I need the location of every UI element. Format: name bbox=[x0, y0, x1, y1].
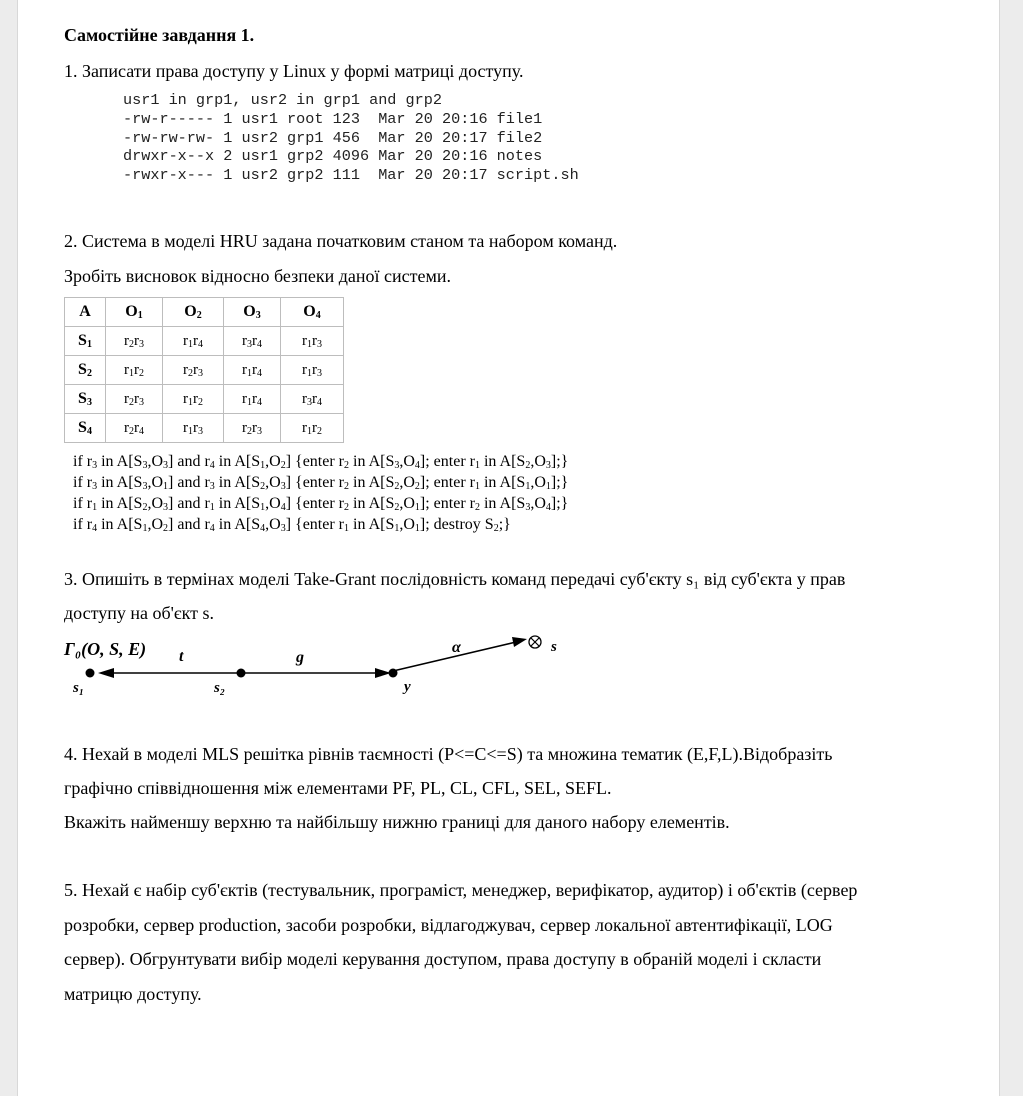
table-cell: $r_3r_4$ bbox=[281, 385, 344, 414]
edge-label-g: g bbox=[296, 649, 304, 666]
node-s-object-icon bbox=[529, 636, 541, 648]
table-col-header: $O_2$ bbox=[163, 298, 224, 327]
table-cell: $r_2r_3$ bbox=[106, 327, 163, 356]
table-cell: $r_2r_3$ bbox=[224, 414, 281, 443]
task-2-line-2: Зробіть висновок відносно безпеки даної системи. bbox=[64, 266, 451, 286]
arrowhead bbox=[512, 637, 527, 647]
graph-label: Γ₀(O, S, E) bbox=[64, 639, 147, 659]
task-4-line-2: графічно співвідношення між елементами PF, PL, CL, CFL, SEL, SEFL. bbox=[64, 778, 612, 798]
task-5-line-4: матрицю доступу. bbox=[64, 984, 202, 1004]
table-cell: $r_1r_2$ bbox=[281, 414, 344, 443]
node-label-s1: s₁ bbox=[73, 680, 85, 696]
node-label-s2: s₂ bbox=[214, 680, 226, 696]
table-col-header: $O_3$ bbox=[224, 298, 281, 327]
hru-command-line: if $r_4$ in $A[S_1,O_2]$ and $r_4$ in $A[S_4,O_3]$ {enter $r_1$ in $A[S_1,O_1]$; destroy $S_2$;} bbox=[73, 516, 511, 534]
hru-command-line: if $r_3$ in $A[S_3,O_3]$ and $r_4$ in $A[S_1,O_2]$ {enter $r_2$ in $A[S_3,O_4]$; enter $r_1$ in $A[S_2,O_3]$;} bbox=[73, 453, 569, 471]
table-cell: $r_1r_3$ bbox=[281, 356, 344, 385]
table-col-header: $O_1$ bbox=[106, 298, 163, 327]
task-3-line-1: 3. Опишіть в термінах моделі Take-Grant послідовність команд передачі суб'єкту s₁ від суб'єкта у прав bbox=[64, 569, 846, 589]
table-cell: $r_2r_3$ bbox=[106, 385, 163, 414]
table-row-header: $S_1$ bbox=[65, 327, 106, 356]
task-2-line-1: 2. Система в моделі HRU задана початковим станом та набором команд. bbox=[64, 231, 618, 251]
edge-label-alpha: α bbox=[452, 639, 461, 656]
node-y bbox=[389, 669, 398, 678]
table-col-header: $O_4$ bbox=[281, 298, 344, 327]
hru-command-line: if $r_1$ in $A[S_2,O_3]$ and $r_1$ in $A[S_1,O_4]$ {enter $r_2$ in $A[S_2,O_1]$; enter $r_2$ in $A[S_3,O_4]$;} bbox=[73, 495, 569, 513]
task-4-line-3: Вкажіть найменшу верхню та найбільшу нижню границі для даного набору елементів. bbox=[64, 812, 730, 832]
take-grant-diagram bbox=[18, 0, 999, 700]
table-cell: $r_1r_4$ bbox=[224, 385, 281, 414]
table-cell: $r_1r_2$ bbox=[163, 385, 224, 414]
table-cell: $r_1r_3$ bbox=[281, 327, 344, 356]
hru-command-line: if $r_3$ in $A[S_3,O_1]$ and $r_3$ in $A[S_2,O_3]$ {enter $r_2$ in $A[S_2,O_2]$; enter $r_1$ in $A[S_1,O_1]$;} bbox=[73, 474, 569, 492]
task-5-line-3: сервер). Обгрунтувати вибір моделі керування доступом, права доступу в обраній моделі і скласти bbox=[64, 949, 822, 969]
task-1-text: 1. Записати права доступу у Linux у формі матриці доступу. bbox=[64, 61, 524, 81]
node-s1 bbox=[86, 669, 95, 678]
node-label-s: s bbox=[551, 639, 557, 655]
assignment-title: Самостійне завдання 1. bbox=[64, 25, 255, 45]
table-corner-cell: A bbox=[65, 298, 106, 327]
task-5-line-2: розробки, сервер production, засоби розробки, відлагоджувач, сервер локальної автентифікації, LOG bbox=[64, 915, 833, 935]
table-cell: $r_3r_4$ bbox=[224, 327, 281, 356]
task-4-line-1: 4. Нехай в моделі MLS решітка рівнів таємності (P<=C<=S) та множина тематик (E,F,L).Відобразіть bbox=[64, 744, 833, 764]
table-cell: $r_2r_3$ bbox=[163, 356, 224, 385]
table-row-header: $S_3$ bbox=[65, 385, 106, 414]
table-cell: $r_1r_2$ bbox=[106, 356, 163, 385]
table-cell: $r_2r_4$ bbox=[106, 414, 163, 443]
node-label-y: y bbox=[404, 679, 411, 695]
linux-listing-code: usr1 in grp1, usr2 in grp1 and grp2 -rw-r----- 1 usr1 root 123 Mar 20 20:16 file1 -rw-rw-rw- 1 usr2 grp1 456 Mar 20 20:17 file2 drwxr-x--x 2 usr1 grp2 4096 Mar 20 20:16 notes -rwxr-x--- 1 usr2 grp2 111 Mar 20 20:17 script.sh bbox=[123, 91, 579, 185]
table-row-header: $S_4$ bbox=[65, 414, 106, 443]
table-cell: $r_1r_3$ bbox=[163, 414, 224, 443]
edge-label-t: t bbox=[179, 648, 184, 665]
table-cell: $r_1r_4$ bbox=[224, 356, 281, 385]
arrowhead bbox=[98, 668, 114, 678]
task-5-line-1: 5. Нехай є набір суб'єктів (тестувальник, програміст, менеджер, верифікатор, аудитор) і об'єктів (сервер bbox=[64, 880, 858, 900]
table-row-header: $S_2$ bbox=[65, 356, 106, 385]
document-page bbox=[17, 0, 1000, 1096]
task-3-line-2: доступу на об'єкт s. bbox=[64, 603, 214, 623]
table-cell: $r_1r_4$ bbox=[163, 327, 224, 356]
node-s2 bbox=[237, 669, 246, 678]
